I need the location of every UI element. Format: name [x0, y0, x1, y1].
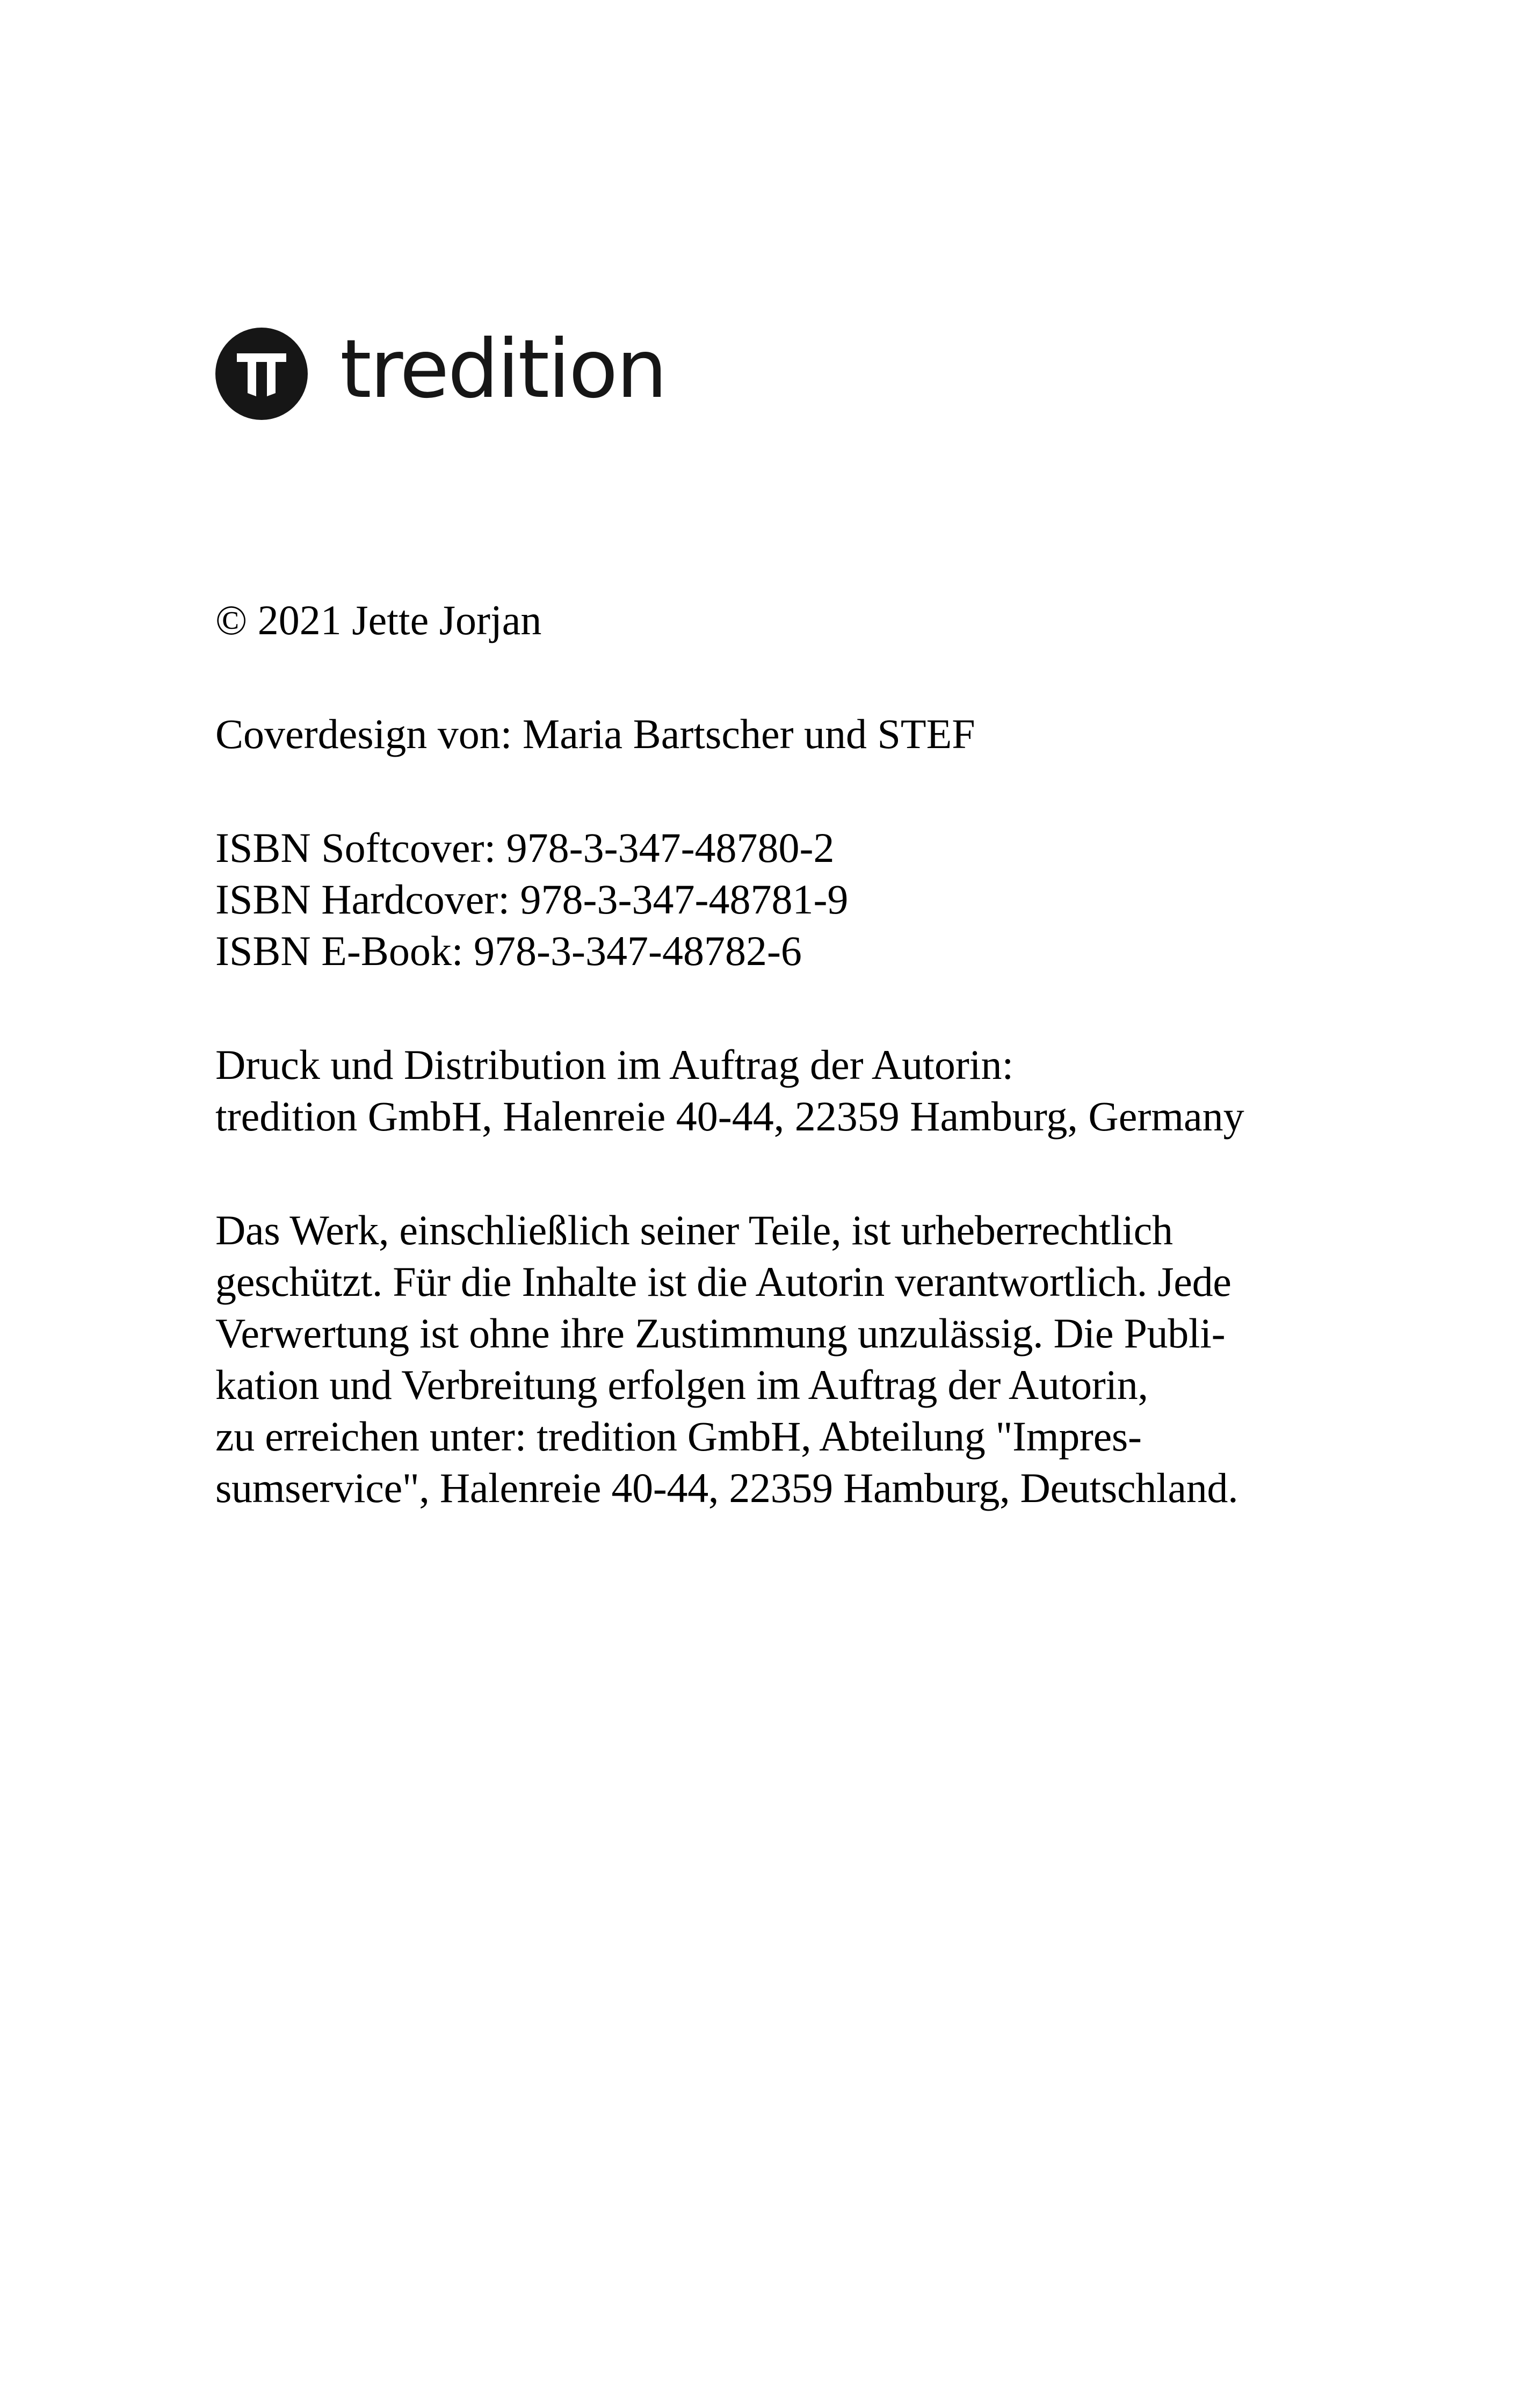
legal-notice-line: Das Werk, einschließlich seiner Teile, ist urheberrechtlich: [215, 1207, 1173, 1253]
publisher-logo: [215, 325, 666, 422]
cover-design-block: [215, 708, 1343, 760]
legal-notice-line: kation und Verbreitung erfolgen im Auftrag der Autorin,: [215, 1361, 1148, 1408]
legal-notice-line: Verwertung ist ohne ihre Zustimmung unzulässig. Die Publi-: [215, 1310, 1226, 1357]
distribution-line: tredition GmbH, Halenreie 40-44, 22359 Hamburg, Germany: [215, 1093, 1244, 1140]
cover-design-line: Coverdesign von: Maria Bartscher und STEF: [215, 710, 975, 757]
imprint-text: [215, 594, 1343, 1576]
legal-notice-line: sumservice", Halenreie 40-44, 22359 Hamburg, Deutschland.: [215, 1464, 1238, 1511]
distribution-block: [215, 1039, 1343, 1142]
isbn-softcover: ISBN Softcover: 978-3-347-48780-2: [215, 824, 835, 871]
copyright-block: [215, 594, 1343, 646]
legal-notice-line: geschützt. Für die Inhalte ist die Autorin verantwortlich. Jede: [215, 1258, 1232, 1305]
isbn-block: [215, 822, 1343, 977]
copyright-line: © 2021 Jette Jorjan: [215, 597, 542, 643]
isbn-ebook: ISBN E-Book: 978-3-347-48782-6: [215, 927, 802, 974]
distribution-line: Druck und Distribution im Auftrag der Autorin:: [215, 1041, 1014, 1088]
isbn-hardcover: ISBN Hardcover: 978-3-347-48781-9: [215, 876, 849, 923]
tredition-logo-icon: [215, 328, 308, 420]
publisher-wordmark: tredition: [340, 323, 666, 416]
legal-notice-block: [215, 1205, 1343, 1514]
legal-notice-line: zu erreichen unter: tredition GmbH, Abteilung "Impres-: [215, 1413, 1142, 1460]
